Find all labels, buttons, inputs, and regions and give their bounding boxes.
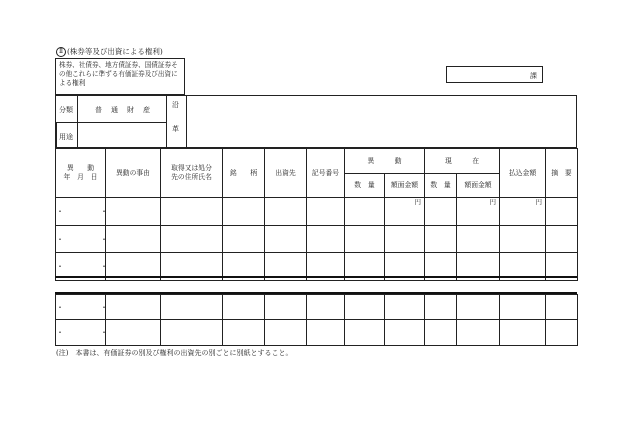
yen-cell[interactable]: 円: [500, 198, 546, 226]
classification-block: [55, 95, 577, 148]
table-row: [56, 295, 578, 320]
col-current: 現 在: [425, 149, 500, 174]
col-change-face: 額面金額: [385, 174, 425, 198]
history-field[interactable]: [190, 99, 574, 145]
col-investee: 出資先: [265, 149, 307, 198]
date-cell[interactable]: ・ ・: [56, 295, 106, 320]
date-cell[interactable]: ・ ・: [56, 226, 106, 253]
usage-label: 用途: [59, 133, 73, 141]
col-change-quantity: 数 量: [345, 174, 385, 198]
securities-ledger-continuation: [55, 294, 578, 346]
form-title: [56, 46, 163, 57]
section-field[interactable]: [446, 66, 543, 83]
col-change: 異 動: [345, 149, 425, 174]
col-paid-amount: 払込金額: [500, 149, 546, 198]
col-current-quantity: 数 量: [425, 174, 457, 198]
col-change-date: 異 動 年 月 日: [56, 149, 106, 198]
yen-cell[interactable]: 円: [385, 198, 425, 226]
form-title-text: (株券等及び出資による権利): [67, 47, 163, 56]
securities-description: 株券、社債券、地方債証券、国債証券その他これらに準ずる有価証券及び出資による権利: [55, 58, 185, 95]
footnote: (注) 本書は、有価証券の別及び権利の出資先の別ごとに別紙とすること。: [56, 349, 293, 357]
history-label: 沿 革: [172, 101, 179, 133]
col-current-face: 額面金額: [457, 174, 500, 198]
table-row: [56, 320, 578, 346]
circled-number: Ⅱ: [56, 47, 66, 57]
col-change-reason: 異動の事由: [106, 149, 161, 198]
classification-label: 分類: [59, 106, 73, 114]
page-break-line: [55, 276, 577, 278]
section-label: 課: [530, 72, 537, 80]
date-cell[interactable]: ・ ・: [56, 253, 106, 281]
yen-cell[interactable]: 円: [457, 198, 500, 226]
col-acquirer: 取得又は処分 先の住所氏名: [161, 149, 223, 198]
classification-value[interactable]: 普 通 財 産: [95, 106, 151, 114]
table-row: [56, 226, 578, 253]
date-cell[interactable]: ・ ・: [56, 320, 106, 346]
date-cell[interactable]: ・ ・: [56, 198, 106, 226]
col-remarks: 摘 要: [546, 149, 578, 198]
col-brand: 銘 柄: [223, 149, 265, 198]
securities-ledger-table: [55, 148, 578, 281]
usage-field[interactable]: [81, 126, 163, 144]
col-symbol: 記号番号: [307, 149, 345, 198]
table-row: [56, 198, 578, 226]
